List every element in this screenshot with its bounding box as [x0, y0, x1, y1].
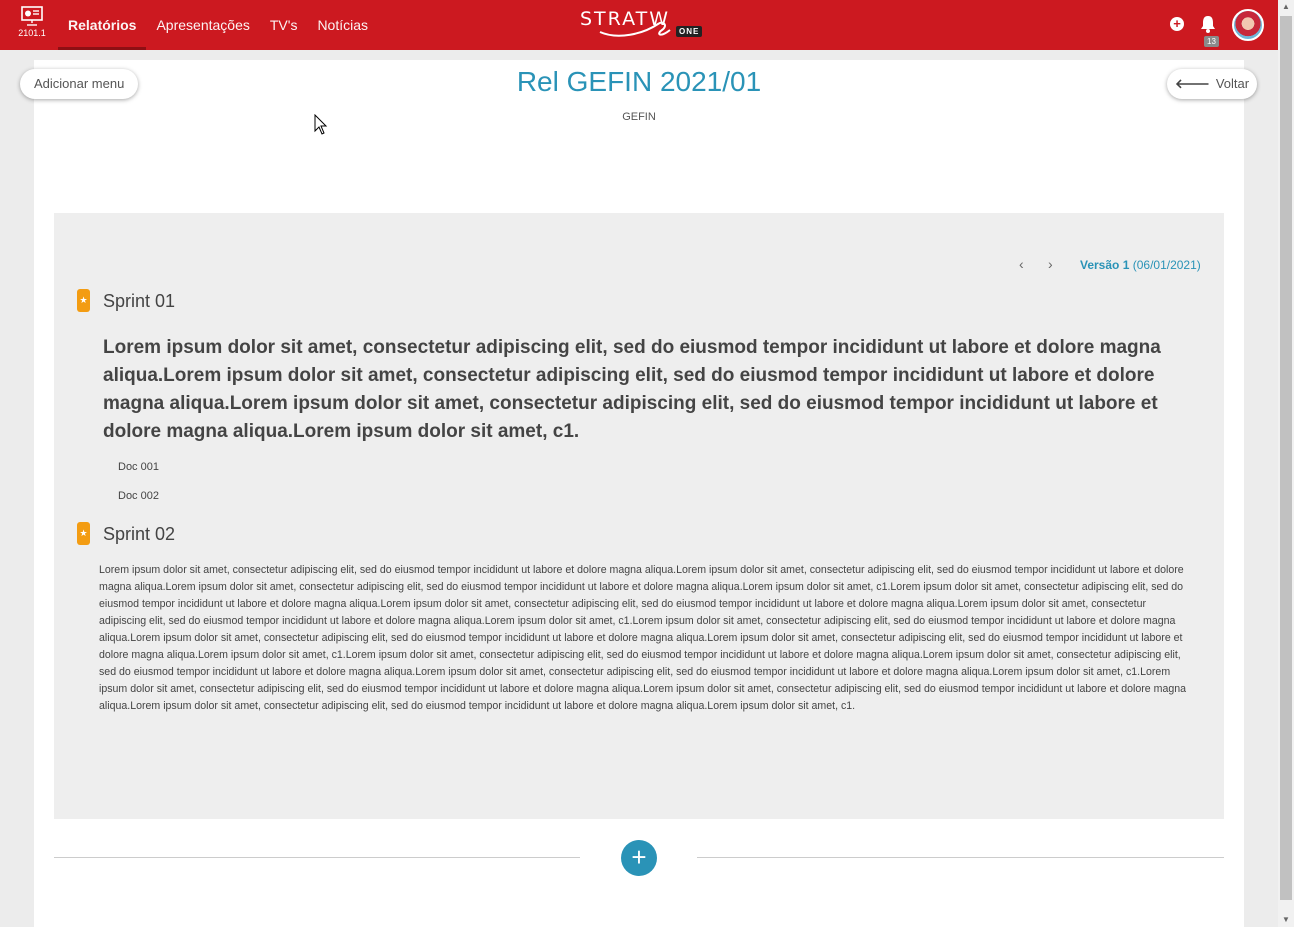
- chevron-left-icon[interactable]: ‹: [1019, 256, 1024, 272]
- page-title: Rel GEFIN 2021/01: [516, 66, 762, 97]
- chevron-right-icon[interactable]: ›: [1048, 256, 1053, 272]
- nav-relatorios[interactable]: Relatórios: [58, 0, 146, 50]
- avatar[interactable]: [1232, 9, 1264, 41]
- doc-link[interactable]: Doc 002: [118, 490, 159, 502]
- star-icon: ★: [77, 289, 90, 312]
- doc-link[interactable]: Doc 001: [118, 461, 159, 473]
- top-bar: [0, 0, 1278, 50]
- sprint-title: Sprint 01: [103, 291, 176, 311]
- page-subtitle: GEFIN: [622, 111, 656, 123]
- notification-count: 13: [1204, 36, 1219, 47]
- nav-apresentacoes[interactable]: Apresentações: [156, 17, 250, 33]
- logo-text: STRATW: [580, 8, 671, 30]
- logo-swoosh-icon: [598, 18, 678, 40]
- back-button-label: Voltar: [1215, 76, 1250, 91]
- add-icon[interactable]: +: [1170, 17, 1184, 31]
- report-panel: [54, 213, 1224, 819]
- scroll-up-icon[interactable]: ▲: [1282, 2, 1290, 11]
- scroll-thumb[interactable]: [1280, 16, 1292, 900]
- scrollbar[interactable]: [1278, 0, 1294, 927]
- sprint-text: Lorem ipsum dolor sit amet, consectetur adipiscing elit, sed do eiusmod tempor incididunt ut labore et dolore magna aliqua.Lorem ipsum dolor sit amet, consectetur adipiscing elit, sed do eiusmod tempor incididunt ut labore et dolore magna aliqua.Lorem ipsum dolor sit amet, consectetur adipiscing elit, sed do eiusmod tempor incididunt ut labore et dolore magna aliqua.Lorem ipsum dolor sit amet, c1.: [103, 337, 1161, 442]
- star-icon: ★: [77, 522, 90, 545]
- nav-noticias[interactable]: Notícias: [317, 17, 369, 33]
- main-nav: [58, 0, 378, 50]
- add-menu-button[interactable]: Adicionar menu: [20, 69, 138, 99]
- sprint-text: Lorem ipsum dolor sit amet, consectetur adipiscing elit, sed do eiusmod tempor incididunt ut labore et dolore magna aliqua.Lorem ipsum dolor sit amet, consectetur adipiscing elit, sed do eiusmod tempor incididunt ut labore et dolore magna aliqua.Lorem ipsum dolor sit amet, consectetur adipiscing elit, sed do eiusmod tempor incididunt ut labore et dolore magna aliqua.Lorem ipsum dolor sit amet, c1.Lorem ipsum dolor sit amet, consectetur adipiscing elit, sed do eiusmod tempor incididunt ut labore et dolore magna aliqua.Lorem ipsum dolor sit amet, consectetur adipiscing elit, sed do eiusmod tempor incididunt ut labore et dolore magna aliqua.Lorem ipsum dolor sit amet, consectetur adipiscing elit, sed do eiusmod tempor incididunt ut labore et dolore magna aliqua.Lorem ipsum dolor sit amet, c1.Lorem ipsum dolor sit amet, consectetur adipiscing elit, sed do eiusmod tempor incididunt ut labore et dolore magna aliqua.Lorem ipsum dolor sit amet, consectetur adipiscing elit, sed do eiusmod tempor incididunt ut labore et dolore magna aliqua.Lorem ipsum dolor sit amet, consectetur adipiscing elit, sed do eiusmod tempor incididunt ut labore et dolore magna aliqua.Lorem ipsum dolor sit amet, c1.Lorem ipsum dolor sit amet, consectetur adipiscing elit, sed do eiusmod tempor incididunt ut labore et dolore magna aliqua.Lorem ipsum dolor sit amet, consectetur adipiscing elit, sed do eiusmod tempor incididunt ut labore et dolore magna aliqua.Lorem ipsum dolor sit amet, consectetur adipiscing elit, sed do eiusmod tempor incididunt ut labore et dolore magna aliqua.Lorem ipsum dolor sit amet, c1.Lorem ipsum dolor sit amet, consectetur adipiscing elit, sed do eiusmod tempor incididunt ut labore et dolore magna aliqua.Lorem ipsum dolor sit amet, consectetur adipiscing elit, sed do eiusmod tempor incididunt ut labore et dolore magna aliqua.Lorem ipsum dolor sit amet, consectetur adipiscing elit, sed do eiusmod tempor incididunt ut labore et dolore magna aliqua.Lorem ipsum dolor sit amet, c1.: [99, 564, 1187, 712]
- mouse-cursor-icon: [314, 114, 328, 136]
- sprint-title: Sprint 02: [103, 524, 176, 544]
- app-version: 2101.1: [18, 28, 46, 38]
- nav-tvs[interactable]: TV's: [269, 17, 298, 33]
- add-section-button[interactable]: +: [621, 840, 657, 876]
- divider: [54, 857, 580, 858]
- brand-logo[interactable]: [580, 8, 700, 40]
- scroll-down-icon[interactable]: ▼: [1282, 915, 1290, 924]
- divider: [697, 857, 1224, 858]
- version-label: Versão 1: [1080, 258, 1130, 272]
- version-selector[interactable]: [1080, 258, 1201, 272]
- bell-icon[interactable]: [1200, 15, 1216, 33]
- app-badge[interactable]: [14, 6, 50, 38]
- presentation-icon: [21, 6, 43, 26]
- arrow-left-icon: 🡐: [1174, 76, 1210, 91]
- logo-badge: ONE: [676, 26, 702, 37]
- version-date: (06/01/2021): [1132, 258, 1201, 272]
